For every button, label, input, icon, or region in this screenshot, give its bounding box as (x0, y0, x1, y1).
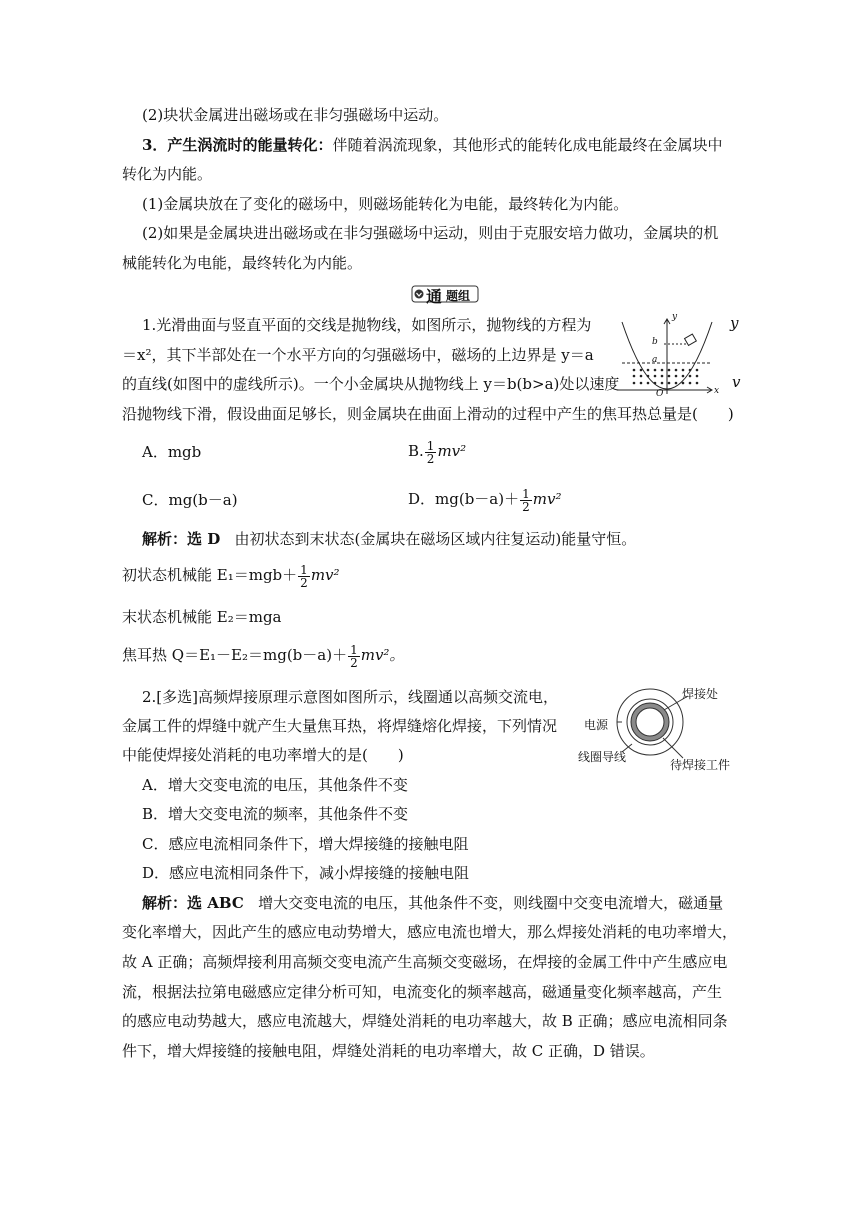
q2-analysis-line-5: 的感应电动势越大，感应电流越大，焊缝处消耗的电功率越大，故 B 正确；感应电流相同条 (122, 1012, 728, 1030)
q1-line-3: 的直线(如图中的虚线所示)。一个小金属块从抛物线上 y＝b(b>a)处以速度 (122, 375, 620, 393)
q1-line-4: 沿抛物线下滑，假设曲面足够长，则金属块在曲面上滑动的过程中产生的焦耳热总量是( ) (122, 405, 734, 423)
q1-joule-suffix: mv²。 (360, 646, 405, 664)
text-line-2 (142, 134, 722, 156)
q2-analysis-line-3: 故 A 正确；高频焊接利用高频交变电流产生高频交变磁场，在焊接的金属工件中产生感应电 (122, 953, 728, 971)
q1-e1-prefix: 初状态机械能 E₁＝mgb＋ (122, 566, 298, 584)
q1-e2: 末状态机械能 E₂＝mga (122, 608, 282, 626)
fraction (520, 488, 532, 513)
q1-option-b-prefix: B. (408, 442, 424, 460)
q2-line-3: 中能使焊接处消耗的电功率增大的是( ) (122, 746, 404, 764)
badge-icon-text: 通 (426, 287, 443, 306)
q1-analysis-text: 由初状态到末状态(金属块在磁场区域内往复运动)能量守恒。 (234, 530, 637, 548)
fraction-num: 1 (522, 486, 530, 501)
badge-label: 题组 (446, 289, 471, 303)
fig2-label-power: 电源 (584, 718, 609, 732)
fraction-den: 2 (522, 499, 530, 514)
fraction (425, 440, 437, 465)
text-line-2b: 伴随着涡流现象，其他形式的能转化成电能最终在金属块中 (332, 136, 723, 154)
q1-line-2: ＝x²，其下半部处在一个水平方向的匀强磁场中，磁场的上边界是 y＝a (122, 346, 594, 364)
q2-option-c: C．感应电流相同条件下，增大焊接缝的接触电阻 (142, 835, 469, 853)
q2-analysis-line-6: 件下，增大焊接缝的接触电阻，焊缝处消耗的电功率增大，故 C 正确，D 错误。 (122, 1042, 655, 1060)
q1-e1-suffix: mv² (310, 566, 340, 584)
heading-energy-conversion: 3．产生涡流时的能量转化： (142, 136, 333, 154)
q2-line-2: 金属工件的焊缝中就产生大量焦耳热，将焊缝熔化焊接，下列情况 (122, 717, 558, 735)
text-line-3: 转化为内能。 (122, 165, 213, 183)
fig1-label-a: a (652, 355, 658, 365)
q2-analysis-text: 增大交变电流的电压，其他条件不变，则线圈中交变电流增大，磁通量 (258, 894, 724, 912)
q1-edge-v: v (732, 373, 741, 391)
text-line-5: (2)如果是金属块进出磁场或在非匀强磁场中运动，则由于克服安培力做功，金属块的机 (142, 224, 719, 242)
q1-option-d-suffix: mv² (532, 490, 562, 508)
q2-option-b: B．增大交变电流的频率，其他条件不变 (142, 805, 409, 823)
fraction (298, 564, 310, 589)
parabola-figure (612, 312, 727, 400)
q2-analysis-label: 解析：选 ABC (142, 894, 244, 912)
q2-line-1: 2.[多选]高频焊接原理示意图如图所示，线圈通以高频交流电， (142, 688, 559, 706)
q1-option-c: C．mg(b－a) (142, 491, 238, 509)
fraction-num: 1 (300, 562, 308, 577)
q1-option-d (408, 484, 561, 514)
fraction-num: 1 (350, 642, 358, 657)
text-line-4: (1)金属块放在了变化的磁场中，则磁场能转化为电能，最终转化为内能。 (142, 195, 629, 213)
fig1-label-o: O (656, 389, 664, 399)
text-line-1: (2)块状金属进出磁场或在非匀强磁场中运动。 (142, 106, 449, 124)
fig2-label-work: 待焊接工件 (670, 758, 731, 772)
fraction (348, 644, 360, 669)
q1-option-a: A．mgb (142, 443, 202, 461)
q1-analysis-label: 解析：选 D (142, 530, 221, 548)
q1-joule (122, 640, 404, 670)
text-line-6: 械能转化为电能，最终转化为内能。 (122, 254, 363, 272)
welding-figure (578, 684, 748, 776)
q1-edge-y: y (730, 314, 739, 332)
q1-analysis (142, 528, 636, 550)
fig2-label-coil: 线圈导线 (578, 750, 627, 764)
fig1-label-y: y (672, 312, 678, 322)
q2-analysis-line-4: 流，根据法拉第电磁感应定律分析可知，电流变化的频率越高，磁通量变化频率越高，产生 (122, 983, 723, 1001)
q2-option-a: A．增大交变电流的电压，其他条件不变 (142, 776, 408, 794)
fig1-label-x: x (714, 386, 720, 396)
fraction-den: 2 (426, 451, 435, 466)
q2-analysis-line-1 (142, 892, 723, 914)
fraction-den: 2 (350, 655, 358, 670)
q1-joule-prefix: 焦耳热 Q＝E₁－E₂＝mg(b－a)＋ (122, 646, 348, 664)
q2-analysis-line-2: 变化率增大，因此产生的感应电动势增大，感应电流也增大，那么焊接处消耗的电功率增大， (122, 923, 738, 941)
fraction-num: 1 (426, 438, 435, 453)
section-badge (410, 284, 480, 304)
q1-option-b (408, 436, 466, 466)
q1-line-1: 1.光滑曲面与竖直平面的交线是抛物线，如图所示，抛物线的方程为 (142, 316, 592, 334)
q2-option-d: D．感应电流相同条件下，减小焊接缝的接触电阻 (142, 864, 470, 882)
q1-option-b-suffix: mv² (437, 442, 467, 460)
fig1-label-b: b (652, 337, 658, 347)
fig2-label-weld: 焊接处 (682, 687, 719, 701)
fraction-den: 2 (300, 575, 308, 590)
q1-option-d-prefix: D．mg(b－a)＋ (408, 490, 520, 508)
q1-e1 (122, 560, 340, 590)
